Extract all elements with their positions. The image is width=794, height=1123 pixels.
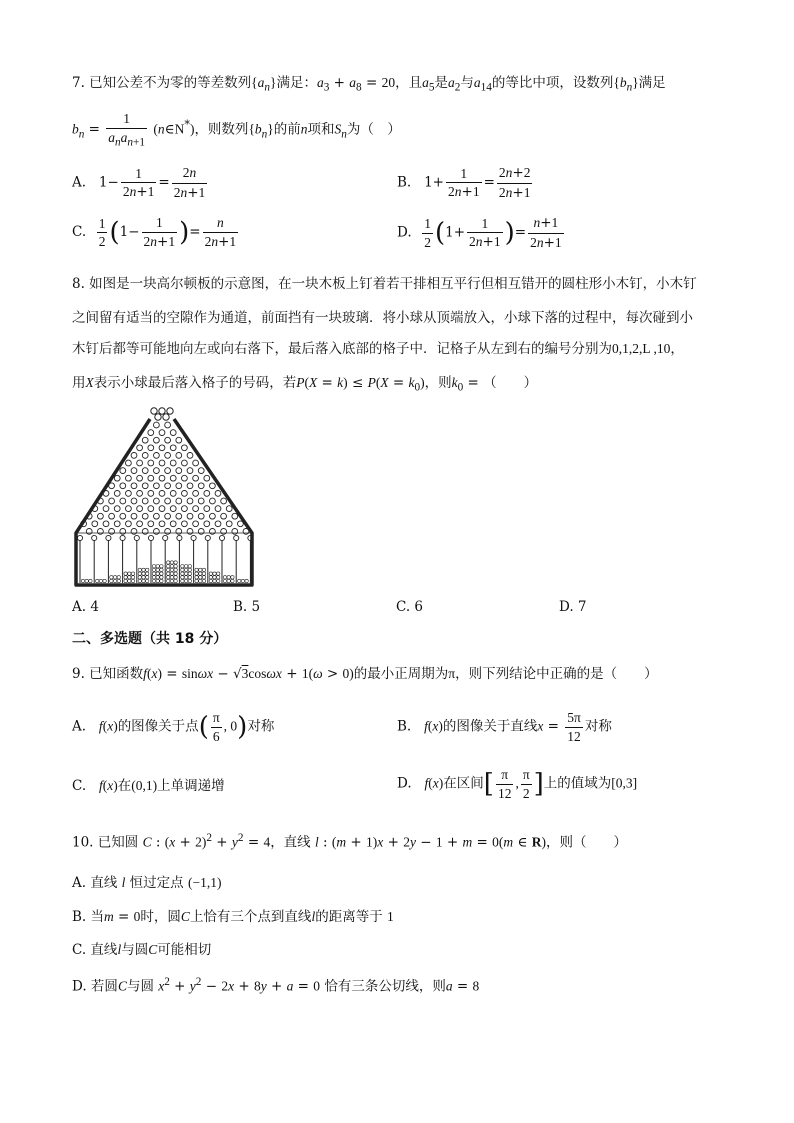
ball (184, 576, 187, 579)
peg (154, 483, 160, 489)
ball (146, 576, 149, 579)
ball (223, 576, 226, 579)
peg (148, 445, 154, 451)
peg (215, 506, 221, 512)
board-outline (76, 419, 252, 585)
peg (137, 445, 143, 451)
peg (148, 506, 154, 512)
peg (154, 453, 160, 459)
peg (142, 453, 148, 459)
ball (227, 579, 230, 582)
peg (170, 430, 176, 436)
ball (241, 579, 244, 582)
top-ball (151, 408, 157, 414)
peg (215, 491, 221, 497)
ball (167, 568, 170, 571)
ball (195, 572, 198, 575)
ball (131, 576, 134, 579)
peg (142, 498, 148, 504)
top-ball (155, 414, 161, 420)
ball (156, 579, 159, 582)
peg (148, 521, 154, 527)
galton-board-figure (70, 405, 260, 590)
ball (152, 565, 155, 568)
ball (188, 572, 191, 575)
ball (156, 576, 159, 579)
q9-option-a[interactable]: A. f(x)的图像关于点( $\frac{\pi}{6}$ , 0)对称 (72, 710, 275, 744)
peg (154, 529, 160, 535)
ball (138, 576, 141, 579)
peg (137, 491, 143, 497)
peg (198, 468, 204, 474)
q8-option-b[interactable]: B. 5 (233, 599, 261, 615)
peg (210, 483, 216, 489)
peg (165, 437, 171, 443)
peg (204, 521, 210, 527)
peg (148, 460, 154, 466)
ball (156, 572, 159, 575)
ball (188, 576, 191, 579)
peg (182, 506, 188, 512)
ball (170, 561, 173, 564)
peg (109, 513, 115, 519)
ball (231, 576, 234, 579)
peg (159, 506, 165, 512)
peg (226, 506, 232, 512)
ball (184, 565, 187, 568)
ball (131, 579, 134, 582)
ball (231, 579, 234, 582)
top-ball (159, 408, 165, 414)
q7-option-a[interactable]: A. 1− $\frac{1}{2n+1}$ = $\frac{2n}{2n+1}$ (72, 165, 206, 201)
peg (126, 506, 132, 512)
peg (182, 521, 188, 527)
ball (117, 576, 120, 579)
ball (170, 565, 173, 568)
q8-option-d[interactable]: D. 7 (559, 599, 587, 615)
peg (137, 506, 143, 512)
bin-cap (134, 535, 139, 540)
peg (187, 483, 193, 489)
ball (195, 576, 198, 579)
peg (114, 521, 120, 527)
ball (199, 579, 202, 582)
peg (154, 422, 160, 428)
peg (170, 460, 176, 466)
ball (152, 576, 155, 579)
peg (131, 483, 137, 489)
ball (146, 572, 149, 575)
peg (114, 475, 120, 481)
q7-option-c[interactable]: C. $\frac{1}{2}$ (1− $\frac{1}{2n+1}$ )= $\frac{n}{2n+1}$ (72, 215, 237, 250)
peg (193, 475, 199, 481)
bin-cap (177, 535, 182, 540)
q8-option-c[interactable]: C. 6 (396, 599, 424, 615)
peg (142, 483, 148, 489)
peg (165, 529, 171, 535)
peg (120, 529, 126, 535)
peg (165, 483, 171, 489)
peg (232, 513, 238, 519)
ball (195, 568, 198, 571)
ball (156, 568, 159, 571)
ball (202, 579, 205, 582)
peg (92, 521, 98, 527)
bin-cap (163, 535, 168, 540)
peg (131, 498, 137, 504)
peg (215, 521, 221, 527)
bin-cap (77, 535, 82, 540)
ball (138, 568, 141, 571)
peg (120, 513, 126, 519)
ball (128, 572, 131, 575)
q9-stem: 9. 已知函数f(x) = sinωx − √3cosωx + 1(ω > 0)的最小正周期为π，则下列结论中正确的是（ ） (72, 666, 658, 682)
peg (159, 491, 165, 497)
peg (170, 475, 176, 481)
peg (243, 529, 249, 535)
peg (182, 445, 188, 451)
peg (142, 437, 148, 443)
bin-cap (120, 535, 125, 540)
peg (182, 475, 188, 481)
peg (159, 430, 165, 436)
ball (174, 572, 177, 575)
peg (176, 498, 182, 504)
ball (113, 576, 116, 579)
ball (160, 568, 163, 571)
peg (238, 521, 244, 527)
ball (195, 579, 198, 582)
peg (165, 422, 171, 428)
peg (198, 498, 204, 504)
peg (98, 529, 104, 535)
peg (193, 491, 199, 497)
q10-option-a[interactable]: A. 直线 l 恒过定点 (−1,1) (72, 875, 222, 891)
peg (221, 498, 227, 504)
ball (202, 572, 205, 575)
q9-option-c[interactable]: C. f(x)在(0,1)上单调递增 (72, 778, 225, 794)
ball (227, 576, 230, 579)
peg (204, 491, 210, 497)
ball (209, 579, 212, 582)
peg (221, 513, 227, 519)
ball (167, 572, 170, 575)
q9-option-b[interactable]: B. f(x)的图像关于直线x = $\frac{5\pi}{12}$ 对称 (397, 710, 612, 744)
peg (210, 498, 216, 504)
peg (109, 498, 115, 504)
peg (182, 460, 188, 466)
peg (187, 529, 193, 535)
ball (81, 579, 84, 582)
ball (142, 568, 145, 571)
peg (131, 513, 137, 519)
bin-cap (92, 535, 97, 540)
peg (198, 529, 204, 535)
ball (160, 572, 163, 575)
ball (128, 576, 131, 579)
peg (148, 475, 154, 481)
ball (170, 568, 173, 571)
peg (165, 468, 171, 474)
peg (103, 521, 109, 527)
bin-cap (219, 535, 224, 540)
bin-cap (106, 535, 111, 540)
q7-stem-line2: $b_n$ = $\frac{1}{a_na_{n+1}}$ (n∈N*)，则数列$\{b_n\}$的前n项和$S_n$为（ ） (72, 111, 401, 149)
ball (184, 568, 187, 571)
ball (188, 568, 191, 571)
peg (154, 437, 160, 443)
peg (154, 498, 160, 504)
peg (142, 513, 148, 519)
ball (96, 579, 99, 582)
peg (159, 475, 165, 481)
q10-stem: 10. 已知圆 C : $(x + 2)^2 + y^2 = 4$，直线 l : (m + 1)x + 2y − 1 + m = 0(m ∈ R)，则（ ） (72, 832, 627, 851)
q10-option-b[interactable]: B. 当m = 0时，圆C上恰有三个点到直线l的距离等于 1 (72, 909, 394, 925)
peg (148, 491, 154, 497)
peg (176, 529, 182, 535)
ball (199, 568, 202, 571)
ball (167, 565, 170, 568)
q7-stem-line1: 7. 已知公差不为零的等差数列$\{a_n\}$满足：$a_3 + a_8 = 20$，且$a_5$是$a_2$与$a_{14}$的等比中项，设数列$\{b_n\}$满足 (72, 75, 666, 94)
bin-cap (191, 535, 196, 540)
peg (187, 498, 193, 504)
ball (103, 579, 106, 582)
ball (217, 576, 220, 579)
ball (199, 576, 202, 579)
peg (154, 513, 160, 519)
ball (202, 576, 205, 579)
top-ball (163, 414, 169, 420)
ball (181, 572, 184, 575)
ball (138, 579, 141, 582)
q8-stem-line2: 之间留有适当的空隙作为通道，前面挡有一块玻璃．将小球从顶端放入，小球下落的过程中，每次碰到小 (72, 310, 693, 326)
peg (126, 491, 132, 497)
peg (232, 529, 238, 535)
peg (154, 468, 160, 474)
ball (170, 579, 173, 582)
peg (170, 506, 176, 512)
peg (226, 521, 232, 527)
q10-option-d[interactable]: D. 若圆C与圆 $x^2 + y^2 - 2x + 8y + a = 0$ 恰有三条公切线，则a = 8 (72, 976, 480, 995)
ball (167, 576, 170, 579)
ball (167, 579, 170, 582)
peg (159, 521, 165, 527)
peg (131, 468, 137, 474)
q8-stem-line3: 木钉后都等可能地向左或向右落下，最后落入底部的格子中．记格子从左到右的编号分别为0,1,2,L ,10， (72, 341, 684, 357)
ball (89, 579, 92, 582)
ball (184, 572, 187, 575)
peg (137, 460, 143, 466)
peg (176, 513, 182, 519)
ball (99, 579, 102, 582)
ball (202, 568, 205, 571)
ball (238, 579, 241, 582)
ball (223, 579, 226, 582)
ball (245, 579, 248, 582)
ball (209, 576, 212, 579)
peg (182, 491, 188, 497)
peg (187, 453, 193, 459)
ball (184, 579, 187, 582)
ball (152, 579, 155, 582)
peg (109, 483, 115, 489)
ball (128, 579, 131, 582)
peg (176, 453, 182, 459)
ball (174, 568, 177, 571)
peg (187, 468, 193, 474)
ball (170, 572, 173, 575)
peg (131, 453, 137, 459)
peg (165, 513, 171, 519)
peg (176, 483, 182, 489)
peg (170, 491, 176, 497)
section-title-multiple-choice: 二、多选题（共 18 分） (72, 631, 228, 647)
ball (85, 579, 88, 582)
ball (181, 568, 184, 571)
peg (126, 460, 132, 466)
ball (113, 579, 116, 582)
q7-option-d[interactable]: D. $\frac{1}{2}$ (1+ $\frac{1}{2n+1}$ )= $\frac{n+1}{2n+1}$ (397, 215, 562, 251)
q8-stem-line4: 用X表示小球最后落入格子的号码，若$P(X = k) \le P(X = k_0)$，则$k_0$ = （ ） (72, 375, 538, 394)
peg (159, 460, 165, 466)
ball (131, 572, 134, 575)
ball (188, 579, 191, 582)
peg (142, 468, 148, 474)
peg (165, 498, 171, 504)
peg (221, 529, 227, 535)
peg (137, 521, 143, 527)
peg (131, 529, 137, 535)
peg (170, 445, 176, 451)
ball (110, 576, 113, 579)
ball (181, 576, 184, 579)
ball (142, 576, 145, 579)
peg (176, 468, 182, 474)
ball (213, 579, 216, 582)
peg (193, 506, 199, 512)
ball (174, 561, 177, 564)
ball (110, 579, 113, 582)
ball (152, 568, 155, 571)
peg (120, 483, 126, 489)
peg (210, 529, 216, 535)
q9-option-d[interactable]: D. f(x)在区间[ $\frac{\pi}{12}$ , $\frac{\pi}{2}$ ]上的值域为[0,3] (397, 767, 638, 801)
peg (98, 513, 104, 519)
ball (156, 565, 159, 568)
peg (159, 445, 165, 451)
q8-stem-line1: 8. 如图是一块高尔顿板的示意图，在一块木板上钉着若干排相互平行但相互错开的圆柱形小木钉，小木钉 (72, 276, 697, 292)
ball (146, 568, 149, 571)
ball (142, 579, 145, 582)
peg (142, 529, 148, 535)
ball (188, 565, 191, 568)
peg (114, 506, 120, 512)
ball (124, 579, 127, 582)
peg (170, 521, 176, 527)
peg (204, 475, 210, 481)
ball (209, 572, 212, 575)
peg (187, 513, 193, 519)
peg (198, 483, 204, 489)
ball (217, 579, 220, 582)
bin-cap (205, 535, 210, 540)
ball (117, 579, 120, 582)
peg (126, 475, 132, 481)
peg (193, 521, 199, 527)
peg (103, 491, 109, 497)
peg (165, 453, 171, 459)
peg (120, 498, 126, 504)
ball (160, 579, 163, 582)
peg (148, 430, 154, 436)
ball (181, 579, 184, 582)
ball (160, 565, 163, 568)
peg (204, 506, 210, 512)
q10-option-c[interactable]: C. 直线l与圆C可能相切 (72, 942, 212, 958)
peg (137, 475, 143, 481)
ball (217, 572, 220, 575)
ball (152, 572, 155, 575)
q7-option-b[interactable]: B. 1+ $\frac{1}{2n+1}$ = $\frac{2n+2}{2n+1}$ (397, 165, 531, 201)
ball (124, 572, 127, 575)
peg (210, 513, 216, 519)
peg (126, 521, 132, 527)
ball (199, 572, 202, 575)
ball (174, 579, 177, 582)
peg (109, 529, 115, 535)
peg (120, 468, 126, 474)
bin-cap (148, 535, 153, 540)
ball (124, 576, 127, 579)
peg (86, 529, 92, 535)
ball (170, 576, 173, 579)
peg (103, 506, 109, 512)
q8-option-a[interactable]: A. 4 (72, 599, 99, 615)
ball (138, 572, 141, 575)
ball (174, 576, 177, 579)
ball (146, 579, 149, 582)
ball (167, 561, 170, 564)
top-ball (167, 408, 173, 414)
ball (181, 565, 184, 568)
peg (198, 513, 204, 519)
ball (213, 576, 216, 579)
ball (142, 572, 145, 575)
ball (160, 576, 163, 579)
bin-cap (234, 535, 239, 540)
peg (193, 460, 199, 466)
ball (213, 572, 216, 575)
peg (176, 437, 182, 443)
peg (114, 491, 120, 497)
ball (174, 565, 177, 568)
